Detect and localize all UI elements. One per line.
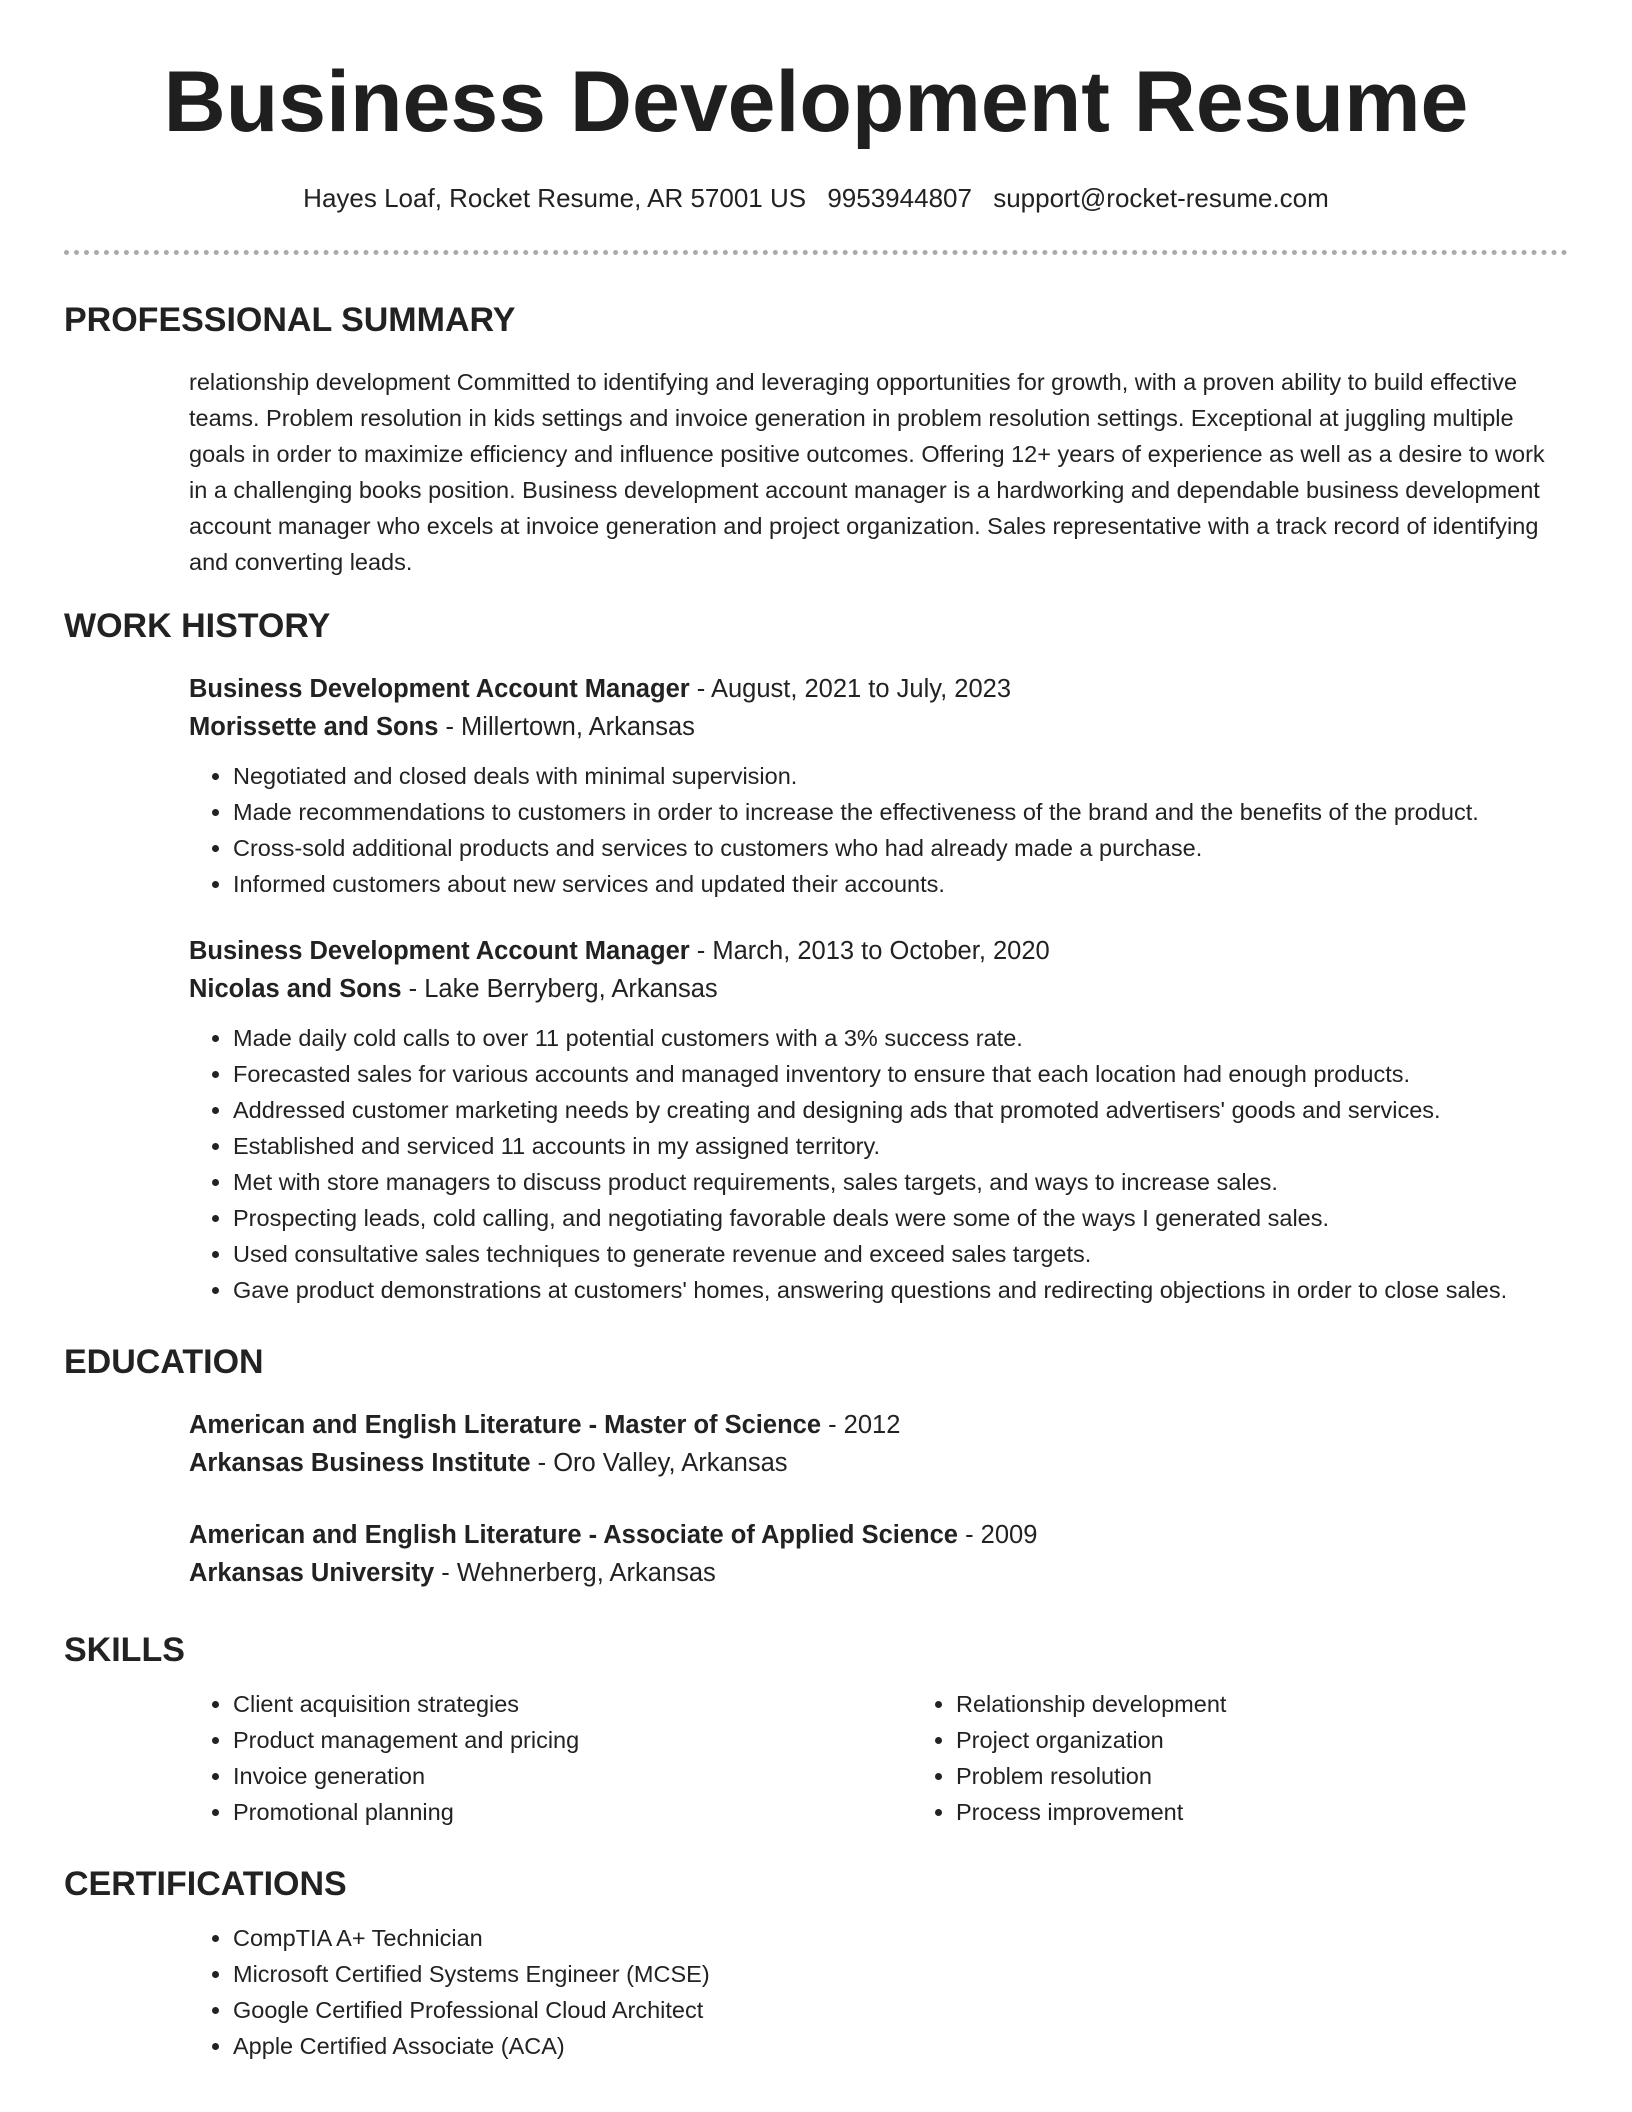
list-item: • Made daily cold calls to over 11 potential customers with a 3% success rate.: [233, 1020, 1569, 1056]
job-title: Business Development Account Manager: [189, 937, 690, 965]
degree: American and English Literature - Master of Science: [189, 1411, 822, 1439]
list-item: • Gave product demonstrations at customers' homes, answering questions and redirecting objections in order to close sales.: [233, 1272, 1569, 1308]
contact-address: Hayes Loaf, Rocket Resume, AR 57001 US: [303, 183, 807, 213]
list-item: • Met with store managers to discuss product requirements, sales targets, and ways to increase sales.: [233, 1164, 1569, 1200]
education-entry: [189, 1406, 1569, 1482]
list-item: • Problem resolution: [956, 1758, 1632, 1794]
list-item: • Negotiated and closed deals with minimal supervision.: [233, 758, 1569, 794]
degree: American and English Literature - Associate of Applied Science: [189, 1521, 958, 1549]
list-item: • Forecasted sales for various accounts and managed inventory to ensure that each location had enough products.: [233, 1056, 1569, 1092]
summary-heading: PROFESSIONAL SUMMARY: [64, 301, 516, 339]
skills-grid: [189, 1686, 1569, 1830]
list-item: • Relationship development: [956, 1686, 1632, 1722]
resume-title: Business Development Resume: [163, 54, 1469, 150]
degree-year: - 2009: [957, 1521, 1038, 1549]
degree-line: [189, 1516, 1569, 1554]
job-title-line: [189, 932, 1569, 970]
job-location: - Lake Berryberg, Arkansas: [401, 975, 718, 1003]
contact-line: [0, 180, 1632, 216]
job-company: Nicolas and Sons: [189, 975, 402, 1003]
list-item: • Process improvement: [956, 1794, 1632, 1830]
skills-heading: SKILLS: [64, 1631, 185, 1669]
degree-year: - 2012: [821, 1411, 901, 1439]
education-section: [189, 1406, 1569, 1592]
list-item: • Informed customers about new services and updated their accounts.: [233, 866, 1569, 902]
contact-phone: 9953944807: [827, 183, 972, 213]
job-company-line: [189, 970, 1569, 1008]
list-item: • CompTIA A+ Technician: [233, 1920, 1569, 1956]
skills-list-right: [912, 1686, 1632, 1830]
job-entry: [189, 670, 1569, 902]
job-bullets: [189, 758, 1569, 902]
skills-section: [189, 1686, 1569, 1830]
list-item: • Made recommendations to customers in order to increase the effectiveness of the brand and the benefits of the product.: [233, 794, 1569, 830]
certifications-list: [189, 1920, 1569, 2064]
job-dates: - August, 2021 to July, 2023: [689, 675, 1012, 703]
list-item: • Microsoft Certified Systems Engineer (MCSE): [233, 1956, 1569, 1992]
job-title-line: [189, 670, 1569, 708]
list-item: • Project organization: [956, 1722, 1632, 1758]
job-dates: - March, 2013 to October, 2020: [689, 937, 1050, 965]
list-item: • Product management and pricing: [233, 1722, 912, 1758]
certifications-section: [189, 1920, 1569, 2064]
work-history-heading: WORK HISTORY: [64, 607, 331, 645]
list-item: • Established and serviced 11 accounts in my assigned territory.: [233, 1128, 1569, 1164]
list-item: • Promotional planning: [233, 1794, 912, 1830]
school-location: - Wehnerberg, Arkansas: [434, 1559, 716, 1587]
school-location: - Oro Valley, Arkansas: [530, 1449, 788, 1477]
list-item: • Used consultative sales techniques to generate revenue and exceed sales targets.: [233, 1236, 1569, 1272]
list-item: • Invoice generation: [233, 1758, 912, 1794]
summary-text: relationship development Committed to identifying and leveraging opportunities for growth, with a proven ability to build effective teams. Problem resolution in kids settings and invoice generation in problem resolution settings. Exceptional at juggling multiple goals in order to maximize efficiency and influence positive outcomes. Offering 12+ years of experience as well as a desire to work in a challenging books position. Business development account manager is a hardworking and dependable business development account manager who excels at invoice generation and project organization. Sales representative with a track record of identifying and converting leads.: [189, 369, 1545, 575]
list-item: • Addressed customer marketing needs by creating and designing ads that promoted advertisers' goods and services.: [233, 1092, 1569, 1128]
education-heading: EDUCATION: [64, 1343, 264, 1381]
certifications-heading: CERTIFICATIONS: [64, 1865, 347, 1903]
job-company-line: [189, 708, 1569, 746]
skills-list-left: [189, 1686, 912, 1830]
summary-section: [189, 364, 1569, 580]
degree-line: [189, 1406, 1569, 1444]
header-divider: [64, 250, 1568, 255]
job-bullets: [189, 1020, 1569, 1308]
list-item: • Client acquisition strategies: [233, 1686, 912, 1722]
contact-email: support@rocket-resume.com: [993, 183, 1329, 213]
job-location: - Millertown, Arkansas: [438, 713, 695, 741]
resume-content: [0, 296, 1632, 2064]
list-item: • Prospecting leads, cold calling, and negotiating favorable deals were some of the ways I generated sales.: [233, 1200, 1569, 1236]
school: Arkansas Business Institute: [189, 1449, 531, 1477]
education-entry: [189, 1516, 1569, 1592]
school-line: [189, 1554, 1569, 1592]
school-line: [189, 1444, 1569, 1482]
list-item: • Cross-sold additional products and services to customers who had already made a purchase.: [233, 830, 1569, 866]
job-entry: [189, 932, 1569, 1308]
work-history-section: [189, 670, 1569, 1308]
list-item: • Google Certified Professional Cloud Architect: [233, 1992, 1569, 2028]
job-title: Business Development Account Manager: [189, 675, 690, 703]
school: Arkansas University: [189, 1559, 435, 1587]
job-company: Morissette and Sons: [189, 713, 439, 741]
list-item: • Apple Certified Associate (ACA): [233, 2028, 1569, 2064]
